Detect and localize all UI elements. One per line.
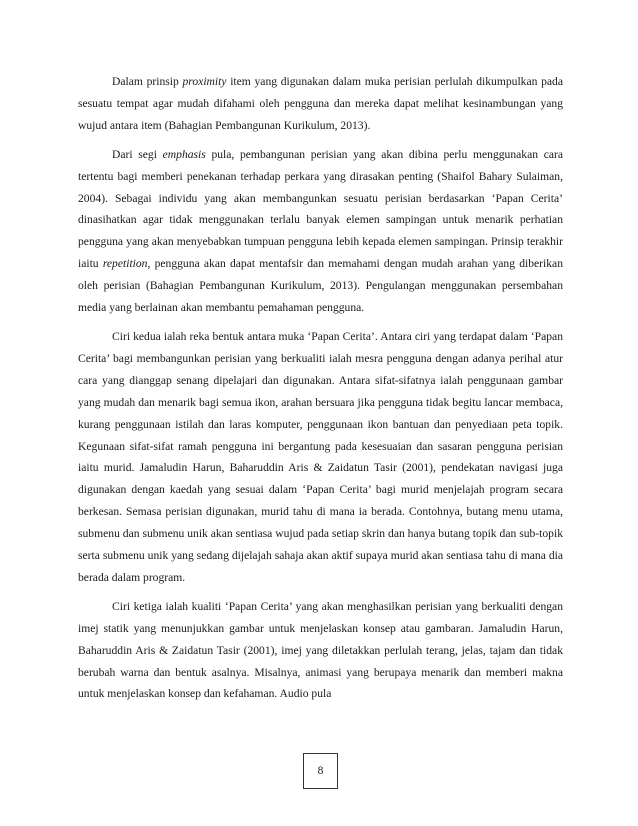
text-segment: Ciri kedua ialah reka bentuk antara muka ‘Papan Cerita’. Antara ciri yang terdapat dalam ‘Papan Cerita’ bagi membangunkan perisian yang berkualiti ialah mesra pengguna dengan adanya perihal atur cara yang dianggap senang dipelajari dan digunakan. Antara sifat-sifatnya ialah penggunaan gambar yang mudah dan menarik bagi semua ikon, arahan bersuara jika pengguna tidak begitu lancar membaca, kurang penggunaan istilah dan laras komputer, penggunaan ikon bantuan dan penyediaan peta topik. Kegunaan sifat-sifat ramah pengguna ini bergantung pada kesesuaian dan sasaran pengguna perisian iaitu murid. Jamaludin Harun, Baharuddin Aris & Zaidatun Tasir (2001), pendekatan navigasi juga digunakan dengan kaedah yang sesuai dalam ‘Papan Cerita’ bagi murid menjelajah program secara berkesan. Semasa perisian digunakan, murid tahu di mana ia berada. Contohnya, butang menu utama, submenu dan submenu unik akan sentiasa wujud pada setiap skrin dan hanya butang topik dan sub-topik serta submenu unik yang sedang dijelajah sahaja akan aktif supaya murid akan sentiasa tahu di mana dia berada dalam program.	[78, 329, 563, 584]
text-segment: pula, pembangunan perisian yang akan dibina perlu menggunakan cara tertentu bagi memberi penekanan terhadap perkara yang dirasakan penting (Shaifol Bahary Sulaiman, 2004). Sebagai individu yang akan membangunkan sesuatu perisian berdasarkan ‘Papan Cerita’ dinasihatkan agar tidak menggunakan terlalu banyak elemen sampingan untuk menarik perhatian pengguna yang akan menyebabkan tumpuan pengguna lebih kepada elemen sampingan. Prinsip terakhir iaitu	[78, 147, 563, 271]
paragraph-ciri-ketiga	[78, 596, 563, 706]
text-segment: item yang digunakan dalam muka perisian perlulah dikumpulkan pada sesuatu tempat agar mudah difahami oleh pengguna dan mereka dapat melihat kesinambungan yang wujud antara item (Bahagian Pembangunan Kurikulum, 2013).	[78, 75, 563, 132]
page-number-label: 8	[317, 765, 324, 777]
paragraph-proximity	[78, 71, 563, 137]
text-segment: Ciri ketiga ialah kualiti ‘Papan Cerita’ yang akan menghasilkan perisian yang berkualiti dengan imej statik yang menunjukkan gambar untuk menjelaskan konsep atau gambaran. Jamaludin Harun, Baharuddin Aris & Zaidatun Tasir (2001), imej yang diletakkan perlulah terang, jelas, tajam dan tidak berubah warna dan bentuk asalnya. Misalnya, animasi yang berupaya menarik dan memberi makna untuk menjelaskan konsep dan kefahaman. Audio pula	[78, 599, 563, 701]
page-number	[303, 753, 338, 789]
italic-term-repetition: repetition	[102, 257, 148, 271]
italic-term-proximity: proximity	[182, 75, 227, 88]
text-segment: , pengguna akan dapat mentafsir dan memahami dengan mudah arahan yang diberikan oleh perisian (Bahagian Pembangunan Kurikulum, 2013). Pengulangan menggunakan persembahan media yang berlainan akan membantu pemahaman pengguna.	[78, 257, 564, 315]
paragraph-ciri-kedua	[78, 326, 563, 589]
text-segment: Dalam prinsip	[112, 75, 183, 88]
paragraph-emphasis	[78, 144, 563, 319]
body-text	[78, 71, 563, 712]
italic-term-emphasis: emphasis	[162, 147, 206, 161]
text-segment: Dari segi	[112, 147, 163, 161]
